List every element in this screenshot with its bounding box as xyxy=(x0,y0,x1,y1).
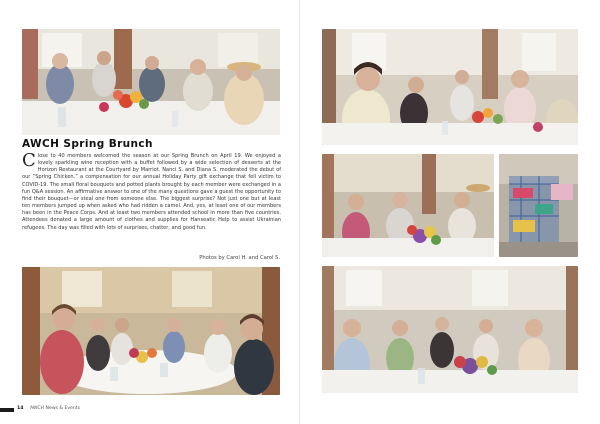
photo-members-toasting xyxy=(322,29,578,145)
photo-dining-room-guests xyxy=(322,266,578,393)
photo-brunch-table-group xyxy=(22,29,280,135)
article-body xyxy=(22,150,281,232)
page-number-left: 14 xyxy=(17,406,24,411)
right-page xyxy=(300,0,600,424)
photo-donated-supplies xyxy=(499,154,578,257)
article-headline: AWCH Spring Brunch xyxy=(22,138,153,150)
photo-women-at-table xyxy=(22,267,280,395)
footer-left xyxy=(0,406,300,414)
folio-bar-left xyxy=(0,408,14,412)
publication-name: AWCH News & Events xyxy=(30,406,81,411)
drop-cap: C xyxy=(22,150,36,171)
photo-credit: Photos by Carol H. and Carol S. xyxy=(199,255,280,261)
article-body-text: lose to 40 members welcomed the season at our Spring Brunch on April 19. We enjoyed a lovely sparkling wine reception with a buffet followed by a wide selection of desserts at the Horizon Restaurant at the Courtyard by Marriot. Nanci S. and Diana S. moderated the debut of our “Spring Chicken,” a compensation for our annual Holiday Party gift exchange that fell victim to COVID-19. The small floral bouquets and potted plants brought by each member were exchanged in a fun Q&A session. An affirmative answer to one of the many questions gave a guest the opportunity to find their bouquet—or steal one from someone else. The biggest surprise? Not just one but at least ten members jumped up when asked who had ridden a camel. And, yes, at least one of our members has been in the Peace Corps. And at least two members attended school in more than five countries. Attendees donated a large amount of clothes and supplies for Hanseatic Help to assist Ukrainian refugees. The day was filled with lots of surprises, chatter, and good fun. xyxy=(22,153,281,231)
photo-guests-with-flowers xyxy=(322,154,494,257)
